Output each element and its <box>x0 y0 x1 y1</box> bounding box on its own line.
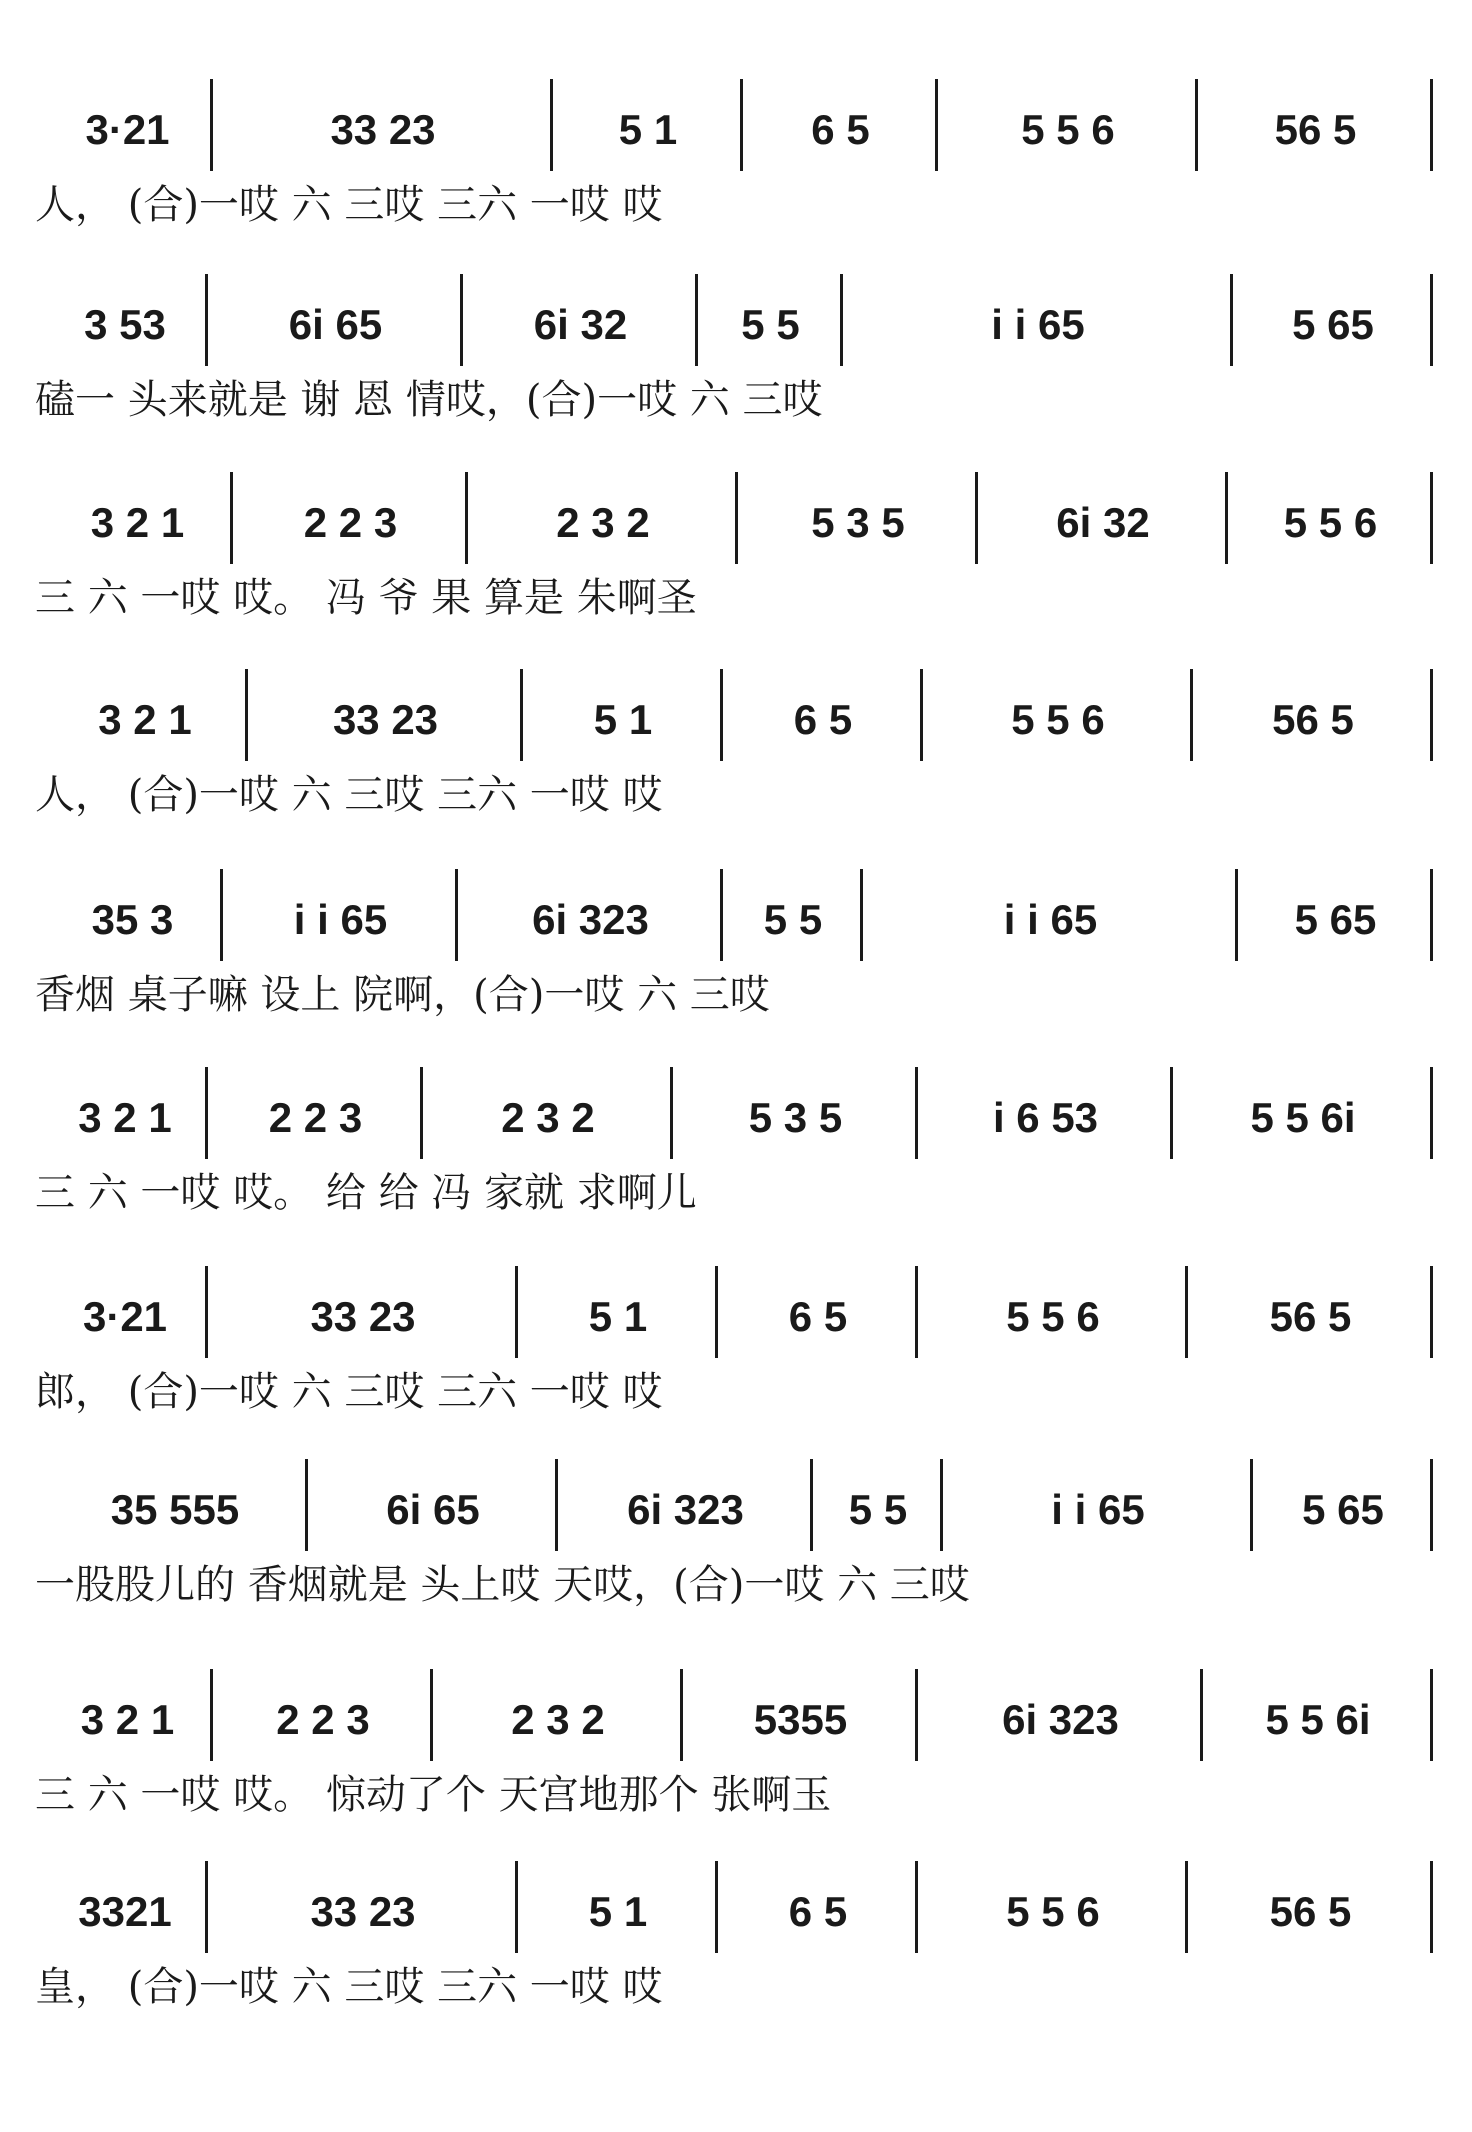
notation-row <box>45 488 1445 558</box>
bar-line <box>455 869 458 961</box>
bar-line <box>935 79 938 171</box>
bar-line <box>1185 1266 1188 1358</box>
measure: 2 3 2 <box>501 1094 595 1141</box>
measure: 6 5 <box>788 1888 848 1935</box>
measure: 56 5 <box>1274 106 1357 153</box>
lyrics-row: 三 六 一哎 哎。 给 给 冯 家就 求啊儿 <box>35 1170 697 1216</box>
measure: 3 2 1 <box>90 499 185 546</box>
measure: 5 5 6i <box>1250 1094 1356 1141</box>
bar-line <box>205 274 208 366</box>
bar-line <box>1225 472 1228 564</box>
notation-row <box>45 1282 1445 1352</box>
measure: 5 1 <box>593 696 653 743</box>
measure: 6i 323 <box>1002 1696 1119 1743</box>
bar-line <box>555 1459 558 1551</box>
bar-line <box>840 274 843 366</box>
measure: 6i 65 <box>386 1486 480 1533</box>
bar-line <box>1190 669 1193 761</box>
lyrics-row: 磕一 头来就是 谢 恩 情哎，(合)一哎 六 三哎 <box>35 377 823 423</box>
bar-line <box>1195 79 1198 171</box>
notation-row <box>45 1877 1445 1947</box>
measure: 3 2 1 <box>98 696 192 743</box>
measure: 6 5 <box>811 106 870 153</box>
measure: 5 65 <box>1292 301 1374 348</box>
measure: 56 5 <box>1269 1888 1352 1935</box>
measure: 5 1 <box>588 1888 648 1935</box>
bar-line <box>670 1067 673 1159</box>
lyrics-row: 人， (合)一哎 六 三哎 三六 一哎 哎 <box>35 772 663 818</box>
bar-line <box>735 472 738 564</box>
bar-line <box>515 1266 518 1358</box>
notation-row <box>45 1475 1445 1545</box>
bar-line <box>1430 1669 1433 1761</box>
bar-line <box>430 1669 433 1761</box>
measure: 5 1 <box>588 1293 648 1340</box>
measure: 33 23 <box>310 1888 416 1935</box>
measure: 35 555 <box>110 1486 240 1533</box>
bar-line <box>715 1266 718 1358</box>
measure: 6 5 <box>788 1293 848 1340</box>
lyrics-row: 一股股儿的 香烟就是 头上哎 天哎，(合)一哎 六 三哎 <box>35 1562 970 1608</box>
bar-line <box>1430 669 1433 761</box>
measure: 2 2 3 <box>276 1696 370 1743</box>
measure: 5 3 5 <box>811 499 905 546</box>
measure: 6 5 <box>793 696 853 743</box>
lyrics-row: 三 六 一哎 哎。 冯 爷 果 算是 朱啊圣 <box>35 575 697 621</box>
bar-line <box>810 1459 813 1551</box>
bar-line <box>205 1861 208 1953</box>
bar-line <box>1185 1861 1188 1953</box>
bar-line <box>740 79 743 171</box>
bar-line <box>1250 1459 1253 1551</box>
bar-line <box>1200 1669 1203 1761</box>
measure: 56 5 <box>1272 696 1354 743</box>
measure: 56 5 <box>1269 1293 1352 1340</box>
bar-line <box>680 1669 683 1761</box>
measure: 5 5 <box>763 896 823 943</box>
bar-line <box>1230 274 1233 366</box>
measure: 5 5 6 <box>1011 696 1105 743</box>
lyrics-row: 人， (合)一哎 六 三哎 三六 一哎 哎 <box>35 182 663 228</box>
bar-line <box>460 274 463 366</box>
bar-line <box>1235 869 1238 961</box>
measure: 5 5 6 <box>1006 1888 1100 1935</box>
notation-row <box>45 885 1445 955</box>
bar-line <box>1430 274 1433 366</box>
bar-line <box>220 869 223 961</box>
measure: i i 65 <box>293 896 388 943</box>
measure: 3 2 1 <box>78 1094 172 1141</box>
measure: 33 23 <box>332 696 439 743</box>
bar-line <box>230 472 233 564</box>
measure: 6i 32 <box>533 301 628 348</box>
bar-line <box>915 1861 918 1953</box>
bar-line <box>245 669 248 761</box>
notation-row <box>45 1083 1445 1153</box>
bar-line <box>720 869 723 961</box>
measure: 5 5 <box>741 301 800 348</box>
bar-line <box>975 472 978 564</box>
bar-line <box>1430 79 1433 171</box>
bar-line <box>715 1861 718 1953</box>
measure: 2 2 3 <box>303 499 398 546</box>
measure: 3321 <box>78 1888 172 1935</box>
measure: 5 5 6i <box>1265 1696 1371 1743</box>
measure: 5 65 <box>1302 1486 1384 1533</box>
bar-line <box>520 669 523 761</box>
bar-line <box>920 669 923 761</box>
lyrics-row: 郎， (合)一哎 六 三哎 三六 一哎 哎 <box>35 1369 663 1415</box>
measure: i 6 53 <box>992 1094 1099 1141</box>
measure: i i 65 <box>991 301 1085 348</box>
bar-line <box>305 1459 308 1551</box>
measure: 5 3 5 <box>748 1094 843 1141</box>
bar-line <box>1430 869 1433 961</box>
bar-line <box>1430 1861 1433 1953</box>
measure: 5 5 6 <box>1283 499 1378 546</box>
measure: 33 23 <box>310 1293 416 1340</box>
bar-line <box>720 669 723 761</box>
bar-line <box>210 79 213 171</box>
lyrics-row: 皇， (合)一哎 六 三哎 三六 一哎 哎 <box>35 1964 663 2010</box>
bar-line <box>515 1861 518 1953</box>
measure: 5355 <box>753 1696 848 1743</box>
bar-line <box>695 274 698 366</box>
lyrics-row: 三 六 一哎 哎。 惊动了个 天宫地那个 张啊玉 <box>35 1772 832 1818</box>
bar-line <box>860 869 863 961</box>
bar-line <box>1430 1266 1433 1358</box>
bar-line <box>465 472 468 564</box>
bar-line <box>1430 472 1433 564</box>
measure: 33 23 <box>330 106 436 153</box>
notation-row <box>45 95 1445 165</box>
measure: i i 65 <box>1051 1486 1145 1533</box>
measure: 5 1 <box>618 106 678 153</box>
measure: 3 53 <box>84 301 166 348</box>
notation-row <box>45 1685 1445 1755</box>
bar-line <box>1430 1459 1433 1551</box>
notation-row <box>45 685 1445 755</box>
measure: 2 3 2 <box>511 1696 605 1743</box>
bar-line <box>1170 1067 1173 1159</box>
measure: 6i 32 <box>1056 499 1150 546</box>
bar-line <box>915 1669 918 1761</box>
measure: 2 3 2 <box>556 499 650 546</box>
bar-line <box>1430 1067 1433 1159</box>
lyrics-row: 香烟 桌子嘛 设上 院啊，(合)一哎 六 三哎 <box>35 972 770 1018</box>
measure: 6i 323 <box>627 1486 744 1533</box>
measure: 5 5 6 <box>1006 1293 1100 1340</box>
bar-line <box>915 1067 918 1159</box>
measure: 5 5 <box>848 1486 908 1533</box>
bar-line <box>915 1266 918 1358</box>
measure: 3 2 1 <box>80 1696 175 1743</box>
measure: 5 5 6 <box>1021 106 1115 153</box>
measure: 35 3 <box>91 896 174 943</box>
measure: i i 65 <box>1003 896 1098 943</box>
bar-line <box>210 1669 213 1761</box>
bar-line <box>940 1459 943 1551</box>
bar-line <box>550 79 553 171</box>
measure: 6i 323 <box>532 896 649 943</box>
measure: 5 65 <box>1294 896 1377 943</box>
notation-row <box>45 290 1445 360</box>
bar-line <box>420 1067 423 1159</box>
measure: 2 2 3 <box>268 1094 363 1141</box>
bar-line <box>205 1067 208 1159</box>
measure: 6i 65 <box>288 301 383 348</box>
measure: 3·21 <box>82 1293 168 1340</box>
measure: 3·21 <box>85 106 170 153</box>
bar-line <box>205 1266 208 1358</box>
